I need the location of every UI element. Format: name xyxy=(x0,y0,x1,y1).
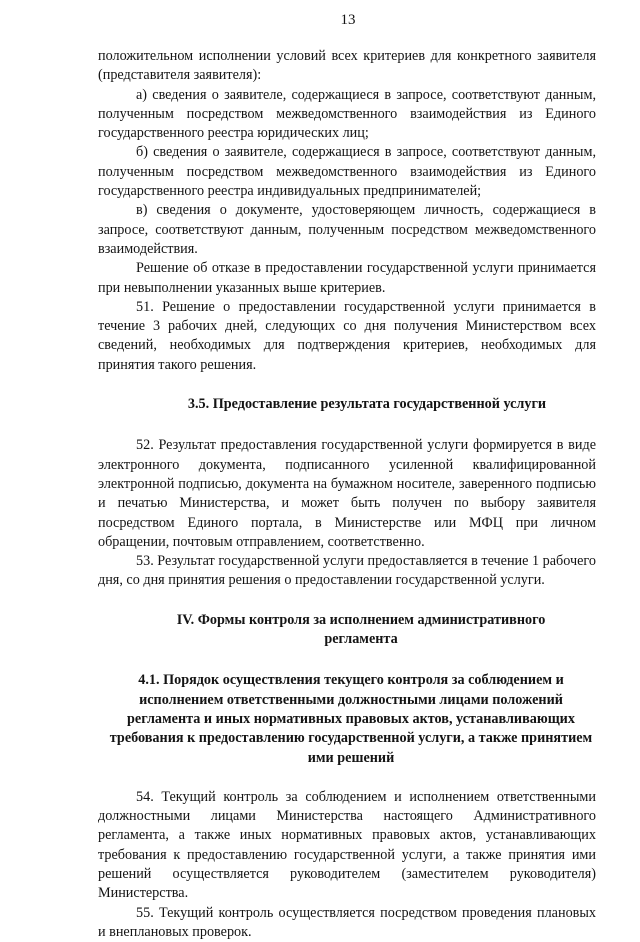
paragraph-55: 55. Текущий контроль осуществляется посредством проведения плановых и внеплановых проверок. xyxy=(98,904,596,940)
paragraph-item-a: а) сведения о заявителе, содержащиеся в запросе, соответствуют данным, полученным посредством межведомственного взаимодействия из Единого государственного реестра юридических лиц; xyxy=(98,86,596,142)
paragraph-54: 54. Текущий контроль за соблюдением и исполнением ответственными должностными лицами Министерства настоящего Административного регламента, а также иных нормативных правовых актов, устанавливающих требования к предоставлению государственной услуги, а также принятия ими решений осуществляется руководителем (заместителем руководителя) Министерства. xyxy=(98,788,596,902)
paragraph-51: 51. Решение о предоставлении государственной услуги принимается в течение 3 рабочих дней, следующих со дня получения Министерством всех сведений, необходимых для подтверждения критериев, необходимых для принятия такого решения. xyxy=(98,298,596,373)
paragraph-continuation: положительном исполнении условий всех критериев для конкретного заявителя (представителя заявителя): xyxy=(98,48,596,84)
section-3-5-heading: 3.5. Предоставление результата государственной услуги xyxy=(187,396,547,413)
page-number: 13 xyxy=(340,12,356,28)
paragraph-item-v: в) сведения о документе, удостоверяющем личность, содержащиеся в запросе, соответствуют данным, полученным посредством межведомственного взаимодействия. xyxy=(98,202,596,257)
paragraph-53: 53. Результат государственной услуги предоставляется в течение 1 рабочего дня, со дня принятия решения о предоставлении государственной услуги. xyxy=(98,553,596,589)
document-page xyxy=(98,10,596,942)
paragraph-item-b: б) сведения о заявителе, содержащиеся в запросе, соответствуют данным, полученным посредством межведомственного взаимодействия из Единого государственного реестра индивидуальных предпринимателей; xyxy=(98,144,596,200)
section-4-heading: IV. Формы контроля за исполнением административного регламента xyxy=(176,611,546,648)
section-4-1-heading: 4.1. Порядок осуществления текущего контроля за соблюдением и исполнением ответственными должностными лицами положений регламента и иных нормативных правовых актов, устанавливающих требования к предоставлению государственной услуги, а также принятием ими решений xyxy=(109,672,593,766)
paragraph-52: 52. Результат предоставления государственной услуги формируется в виде электронного документа, подписанного усиленной квалифицированной электронной подписью, документа на бумажном носителе, заверенного подписью и печатью Министерства, и может быть получен по выбору заявителя посредством Единого портала, в Министерстве или МФЦ при личном обращении, почтовым отправлением, соответственно. xyxy=(98,437,596,550)
paragraph-refusal-decision: Решение об отказе в предоставлении государственной услуги принимается при невыполнении указанных выше критериев. xyxy=(98,260,596,296)
